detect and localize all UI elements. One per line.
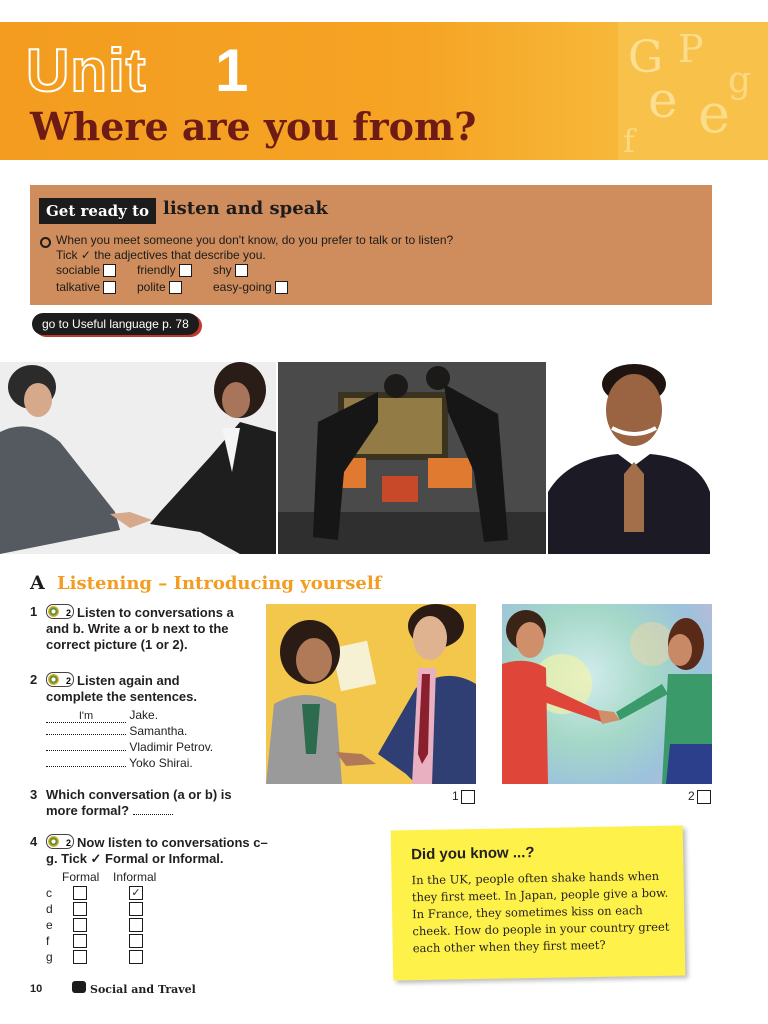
adjective-option[interactable]: sociable (56, 263, 116, 277)
svg-text:e: e (698, 82, 730, 145)
checkbox[interactable] (103, 281, 116, 294)
informal-checkbox[interactable] (129, 918, 143, 932)
fill-blank-row[interactable]: Vladimir Petrov. (46, 740, 213, 754)
picture-2-label: 2 (688, 789, 711, 804)
section-title: Listening – Introducing yourself (57, 573, 382, 594)
svg-text:f: f (623, 122, 635, 160)
svg-text:e: e (648, 71, 678, 129)
did-you-know-body: In the UK, people often shake hands when they first meet. In Japan, people give a bow. In France, they sometimes kiss on each cheek. How do people in your country greet each other when they first meet? (411, 868, 670, 956)
unit-header-banner (0, 22, 768, 160)
fill-blank-row[interactable]: I'm Jake. (46, 708, 158, 723)
unit-title: Where are you from? (30, 104, 477, 149)
question-1: 2 Listen to conversations a and b. Write a or b next to the correct picture (1 or 2). (46, 605, 234, 652)
brand-logo-icon (72, 981, 86, 993)
informal-checkbox[interactable] (129, 950, 143, 964)
checkbox[interactable] (275, 281, 288, 294)
formal-checkbox[interactable] (73, 934, 87, 948)
question-3: Which conversation (a or b) is more formal? (46, 787, 232, 818)
answer-box[interactable] (461, 790, 475, 804)
row-letter: g (46, 950, 53, 964)
adjective-option[interactable]: talkative (56, 280, 116, 294)
bullet-icon (40, 237, 51, 248)
answer-blank[interactable] (133, 814, 173, 815)
adjective-option[interactable]: friendly (137, 263, 192, 277)
photo-namaste (548, 362, 710, 554)
audio-cd-icon[interactable]: 2 (46, 604, 74, 619)
unit-label: Unit (26, 37, 147, 104)
svg-text:g: g (728, 60, 752, 101)
formal-checkbox[interactable] (73, 950, 87, 964)
adjective-option[interactable]: polite (137, 280, 182, 294)
decorative-letters-graphic (618, 22, 768, 160)
did-you-know-note (391, 825, 686, 980)
question-4: 2 Now listen to conversations c–g. Tick ✓ Formal or Informal. (46, 835, 268, 866)
formal-checkbox[interactable] (73, 902, 87, 916)
get-ready-box (30, 185, 712, 305)
audio-cd-icon[interactable]: 2 (46, 672, 74, 687)
illustration-formal-handshake (266, 604, 476, 784)
photo-handshake (0, 362, 276, 554)
row-letter: f (46, 934, 50, 948)
photo-bowing (278, 362, 546, 554)
question-number: 3 (30, 787, 38, 802)
question-number: 2 (30, 672, 38, 687)
svg-text:G: G (628, 32, 664, 83)
get-ready-heading: listen and speak (163, 198, 328, 219)
informal-checkbox[interactable] (129, 934, 143, 948)
row-letter: d (46, 902, 53, 916)
svg-text:P: P (678, 27, 704, 71)
formal-checkbox[interactable] (73, 886, 87, 900)
checkbox[interactable] (169, 281, 182, 294)
picture-1-label: 1 (452, 789, 475, 804)
informal-checkbox[interactable] (129, 902, 143, 916)
page-number: 10 (30, 983, 43, 995)
get-ready-instruction: Tick ✓ the adjectives that describe you. (56, 248, 266, 262)
audio-cd-icon[interactable]: 2 (46, 834, 74, 849)
get-ready-tag: Get ready to (39, 198, 156, 224)
fill-blank-row[interactable]: Samantha. (46, 724, 187, 738)
question-number: 4 (30, 834, 38, 849)
unit-number: 1 (215, 37, 249, 104)
answer-blank[interactable]: I'm (46, 710, 126, 723)
illustration-informal-handshake (502, 604, 712, 784)
checkbox[interactable] (179, 264, 192, 277)
question-2: 2 Listen again and complete the sentences. (46, 673, 197, 704)
get-ready-question: When you meet someone you don't know, do you prefer to talk or to listen? (56, 233, 454, 247)
did-you-know-title: Did you know ...? (410, 844, 535, 864)
informal-checkbox[interactable]: ✓ (129, 886, 143, 900)
checkbox[interactable] (103, 264, 116, 277)
section-letter: A (30, 572, 45, 594)
answer-blank[interactable] (46, 734, 126, 735)
fill-blank-row[interactable]: Yoko Shirai. (46, 756, 193, 770)
row-letter: c (46, 886, 52, 900)
footer-brand: Social and Travel (90, 983, 196, 996)
answer-blank[interactable] (46, 766, 126, 767)
answer-box[interactable] (697, 790, 711, 804)
useful-language-link[interactable]: go to Useful language p. 78 (32, 313, 199, 335)
row-letter: e (46, 918, 53, 932)
column-header-formal: Formal (62, 870, 100, 884)
question-number: 1 (30, 604, 38, 619)
column-header-informal: Informal (113, 870, 157, 884)
formal-checkbox[interactable] (73, 918, 87, 932)
checkbox[interactable] (235, 264, 248, 277)
adjective-option[interactable]: shy (213, 263, 248, 277)
answer-blank[interactable] (46, 750, 126, 751)
adjective-option[interactable]: easy-going (213, 280, 288, 294)
